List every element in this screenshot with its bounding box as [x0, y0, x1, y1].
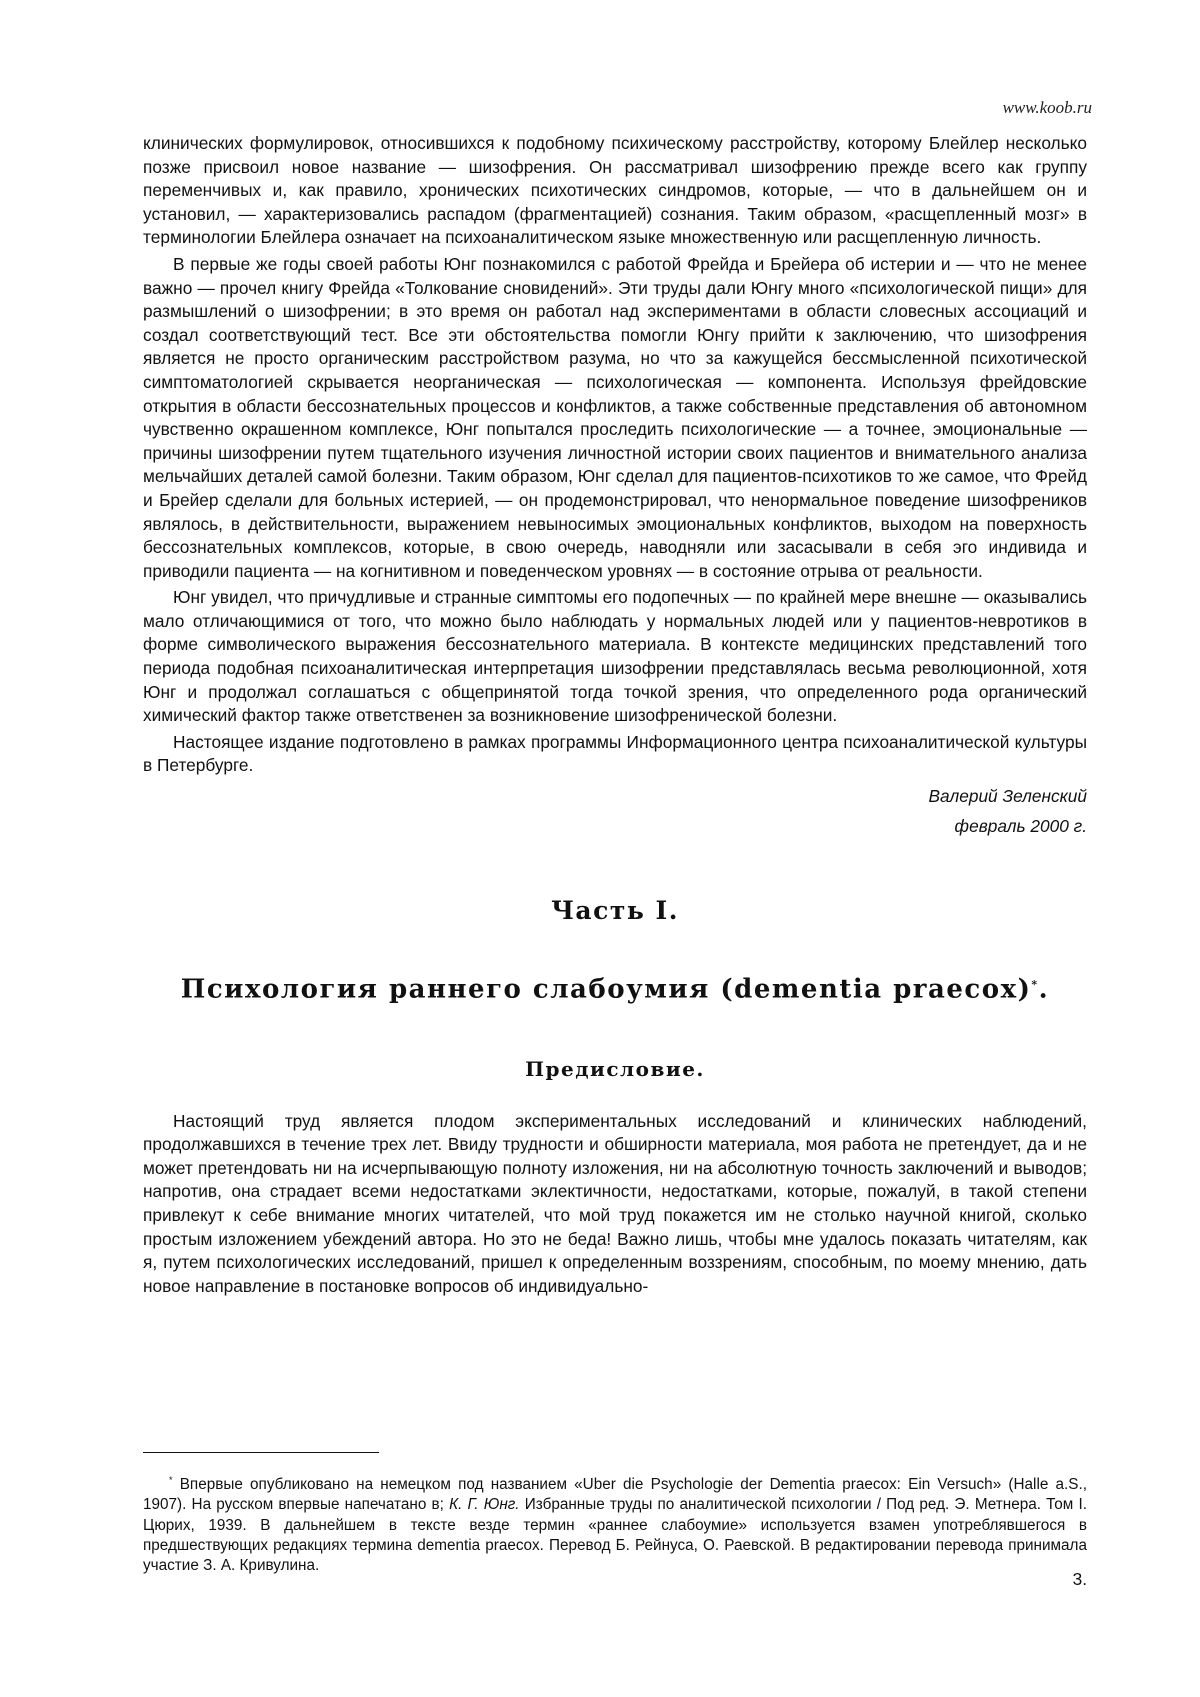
page-number: 3.	[1072, 1569, 1087, 1589]
signature-name: Валерий Зеленский	[928, 786, 1087, 807]
signature	[143, 781, 1087, 841]
preface-body	[143, 1110, 1087, 1299]
work-title-end: .	[1038, 974, 1050, 1005]
footnote	[143, 1470, 1087, 1577]
signature-date: февраль 2000 г.	[954, 816, 1087, 837]
part-heading: Часть I.	[551, 896, 679, 926]
preface-heading: Предисловие.	[525, 1056, 705, 1081]
paragraph-4: Настоящее издание подготовлено в рамках программы Информационного центра психоаналитической культуры в Петербурге.	[143, 731, 1087, 776]
site-url: www.koob.ru	[1002, 98, 1092, 117]
paragraph-3: Юнг увидел, что причудливые и странные симптомы его подопечных — по крайней мере внешне — оказывались мало отличающимися от того, что можно было наблюдать у нормальных людей или у пациентов-невротиков в форме символического выражения бессознательного материала. В контексте медицинских представлений того периода подобная психоаналитическая интерпретация шизофрении представлялась весьма революционной, хотя Юнг и продолжал соглашаться с общепринятой тогда точкой зрения, что определенного рода органический химический фактор также ответственен за возникновение шизофренической болезни.	[143, 587, 1087, 726]
paragraph-2: В первые же годы своей работы Юнг познакомился с работой Фрейда и Брейера об истерии и — что не менее важно — прочел книгу Фрейда «Толкование сновидений». Эти труды дали Юнгу много «психологической пищи» для размышлений о шизофрении; в это время он работал над экспериментами в области словесных ассоциаций и создал соответствующий тест. Все эти обстоятельства помогли Юнгу прийти к заключению, что шизофрения является не просто органическим расстройством разума, но что за кажущейся бессмысленной психотической симптоматологией скрывается неорганическая — психологическая — компонента. Используя фрейдовские открытия в области бессознательных процессов и конфликтов, а также собственные представления об автономном чувственно окрашенном комплексе, Юнг попытался проследить психологические — а точнее, эмоциональные — причины шизофрении путем тщательного изучения личностной истории своих пациентов и внимательного анализа мельчайших деталей самой болезни. Таким образом, Юнг сделал для пациентов-психотиков то же самое, что Фрейд и Брейер сделали для больных истерией, — он продемонстрировал, что ненормальное поведение шизофреников являлось, в действительности, выражением невыносимых эмоциональных конфликтов, выходом на поверхность бессознательных комплексов, которые, в свою очередь, наводняли или засасывали в себя эго индивида и приводили пациента — на когнитивном и поведенческом уровнях — в состояние отрыва от реальности.	[143, 253, 1087, 581]
footnote-mark: *	[169, 1475, 173, 1485]
paragraph-1: клинических формулировок, относившихся к подобному психическому расстройству, которому Блейлер несколько позже присвоил новое название — шизофрения. Он рассматривал шизофрению прежде всего как группу переменчивых и, как правило, хронических психотических синдромов, которые, — что в дальнейшем он и установил, — характеризовались распадом (фрагментацией) сознания. Таким образом, «расщепленный мозг» в терминологии Блейлера означает на психоаналитическом языке множественную или расщепленную личность.	[143, 133, 1087, 248]
footnote-marker[interactable]: *	[1031, 978, 1039, 992]
footnote-text-end: Избранные труды по аналитической психологии / Под ред. Э. Метнера. Том I. Цюрих, 1939. В дальнейшем в тексте везде термин «раннее слабоумие» используется взамен употреблявшегося в предшествующих редакциях термина dementia praecox. Перевод Б. Рейнуса, О. Раевской. В редактировании перевода принимала участие З. А. Кривулина.	[143, 1496, 1087, 1575]
footnote-text-start: Впервые опубликовано на немецком под названием «Uber die Psychologie der Dementia praecox: Ein Versuch» (Halle a.S., 1907). На русском впервые напечатано в;	[143, 1476, 1087, 1514]
footnote-author: К. Г. Юнг.	[449, 1496, 520, 1514]
page-content	[143, 132, 1087, 1301]
work-title-text: Психология раннего слабоумия (dementia praecox)	[180, 974, 1032, 1005]
work-title	[143, 965, 1087, 1010]
footnote-divider	[143, 1452, 379, 1453]
preface-paragraph: Настоящий труд является плодом экспериментальных исследований и клинических наблюдений, продолжавшихся в течение трех лет. Ввиду трудности и обширности материала, моя работа не претендует, да и не может претендовать ни на исчерпывающую полноту изложения, ни на абсолютную точность заключений и выводов; напротив, она страдает всеми недостатками эклектичности, недостатками, которые, пожалуй, в такой степени привлекут к себе внимание многих читателей, что мой труд покажется им не столько научной книгой, сколько простым изложением убеждений автора. Но это не беда! Важно лишь, чтобы мне удалось показать читателям, как я, путем психологических исследований, пришел к определенным воззрениям, способным, по моему мнению, дать новое направление в постановке вопросов об индивидуально-	[143, 1110, 1087, 1296]
